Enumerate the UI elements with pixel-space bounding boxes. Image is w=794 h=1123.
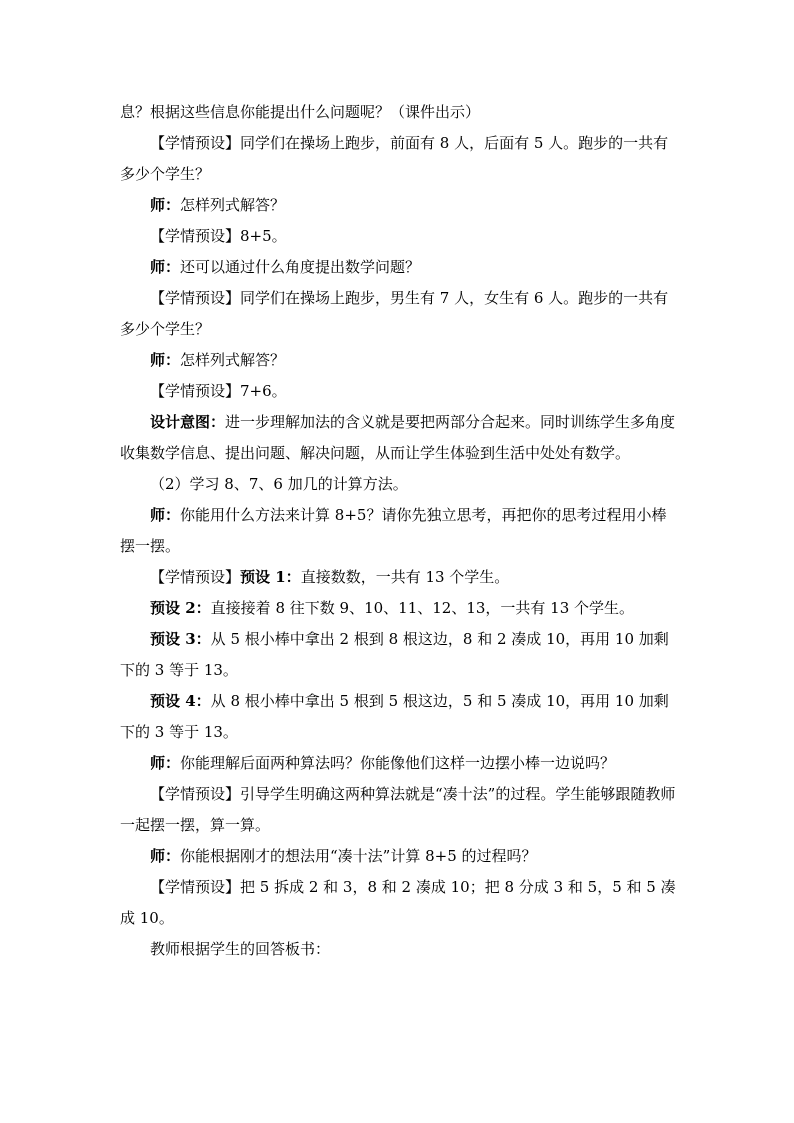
paragraph-p1 [120,97,676,128]
bold-label: 师： [150,258,181,276]
document-body [120,97,676,965]
text-run: 【学情预设】同学们在操场上跑步，男生有 7 人，女生有 6 人。跑步的一共有多少个学生？ [120,289,669,338]
bold-label: 预设 4： [150,692,211,710]
text-run: 怎样列式解答？ [180,351,286,369]
paragraph-p20 [120,934,676,965]
text-run: （2）学习 8、7、6 加几的计算方法。 [150,475,408,493]
paragraph-p7 [120,345,676,376]
text-run: 【学情预设】同学们在操场上跑步，前面有 8 人，后面有 5 人。跑步的一共有多少个学生？ [120,134,669,183]
paragraph-p15 [120,686,676,748]
text-run: 【学情预设】8+5。 [150,227,287,245]
bold-label: 师： [150,754,181,772]
bold-label: 设计意图： [150,413,226,431]
text-run: 【学情预设】把 5 拆成 2 和 3，8 和 2 凑成 10；把 8 分成 3 和 5，5 和 5 凑成 10。 [120,878,676,927]
paragraph-p8 [120,376,676,407]
text-run: 【学情预设】 [150,568,241,586]
paragraph-p16 [120,748,676,779]
text-run: 进一步理解加法的含义就是要把两部分合起来。同时训练学生多角度收集数学信息、提出问题、解决问题，从而让学生体验到生活中处处有数学。 [120,413,676,462]
bold-label: 师： [150,196,181,214]
text-run: 【学情预设】引导学生明确这两种算法就是“凑十法”的过程。学生能够跟随教师一起摆一摆，算一算。 [120,785,676,834]
text-run: 你能理解后面两种算法吗？你能像他们这样一边摆小棒一边说吗？ [180,754,616,772]
paragraph-p17 [120,779,676,841]
paragraph-p19 [120,872,676,934]
paragraph-p3 [120,190,676,221]
text-run: 从 8 根小棒中拿出 5 根到 5 根这边，5 和 5 凑成 10，再用 10 加剩下的 3 等于 13。 [120,692,669,741]
text-run: 怎样列式解答？ [180,196,286,214]
text-run: 息？根据这些信息你能提出什么问题呢？（课件出示） [120,103,481,121]
bold-label: 师： [150,847,181,865]
text-run: 还可以通过什么角度提出数学问题？ [180,258,421,276]
text-run: 教师根据学生的回答板书： [150,940,331,958]
paragraph-p12 [120,562,676,593]
text-run: 你能用什么方法来计算 8+5？请你先独立思考，再把你的思考过程用小棒摆一摆。 [120,506,667,555]
text-run: 从 5 根小棒中拿出 2 根到 8 根这边，8 和 2 凑成 10，再用 10 加剩下的 3 等于 13。 [120,630,669,679]
bold-label: 预设 3： [150,630,211,648]
paragraph-p4 [120,221,676,252]
paragraph-p9 [120,407,676,469]
bold-label: 师： [150,506,181,524]
paragraph-p13 [120,593,676,624]
paragraph-p2 [120,128,676,190]
paragraph-p6 [120,283,676,345]
bold-label: 师： [150,351,181,369]
paragraph-p5 [120,252,676,283]
paragraph-p18 [120,841,676,872]
paragraph-p11 [120,500,676,562]
paragraph-p10 [120,469,676,500]
text-run: 你能根据刚才的想法用“凑十法”计算 8+5 的过程吗？ [180,847,537,865]
text-run: 直接数数，一共有 13 个学生。 [300,568,510,586]
text-run: 【学情预设】7+6。 [150,382,287,400]
bold-label: 预设 2： [150,599,211,617]
bold-label: 预设 1： [240,568,301,586]
text-run: 直接接着 8 往下数 9、10、11、12、13，一共有 13 个学生。 [210,599,635,617]
paragraph-p14 [120,624,676,686]
